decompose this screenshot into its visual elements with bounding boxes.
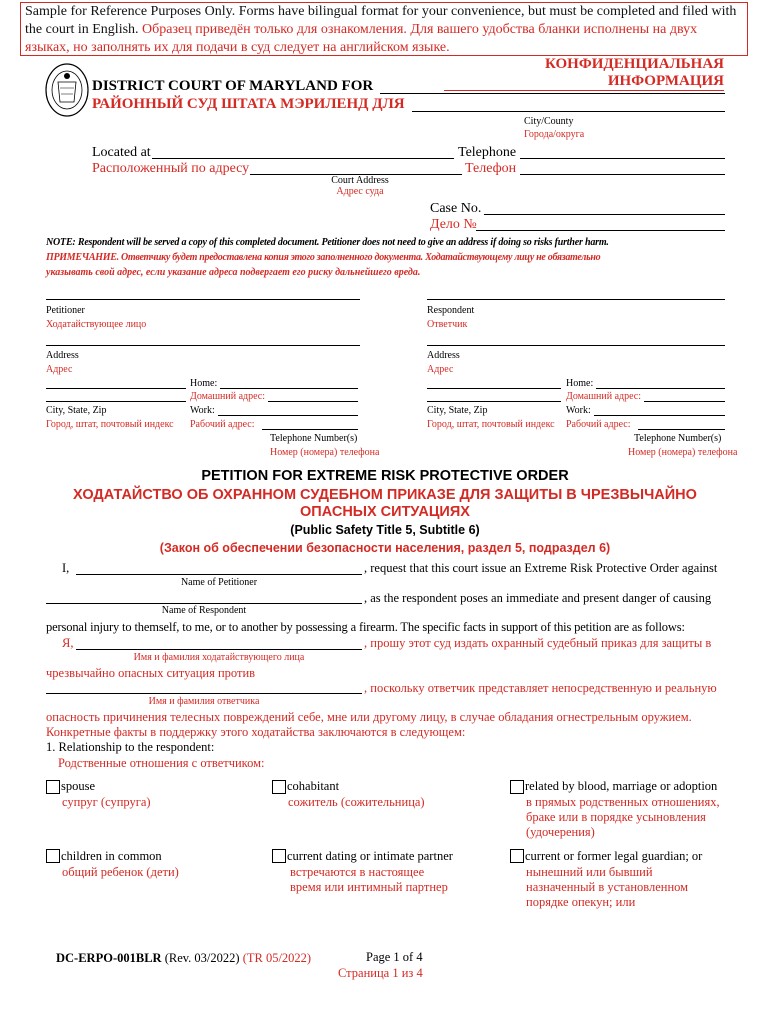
spouse-checkbox[interactable] xyxy=(46,780,60,794)
respondent-address-label-ru: Адрес xyxy=(427,364,454,375)
guardian-checkbox[interactable] xyxy=(510,849,524,863)
situation-text-ru: чрезвычайно опасных ситуация против xyxy=(46,666,256,680)
revision-date: (Rev. 03/2022) xyxy=(164,951,240,965)
cohabitant-checkbox[interactable] xyxy=(272,780,286,794)
cohabitant-label-ru: сожитель (сожительница) xyxy=(288,795,425,809)
respondent-address-label: Address xyxy=(427,350,460,361)
petitioner-address-label-ru: Адрес xyxy=(46,364,73,375)
cohabitant-label: cohabitant xyxy=(287,779,340,793)
respondent-csz-line-2 xyxy=(427,401,561,402)
city-county-label: City/County xyxy=(524,116,574,127)
court-seal-icon xyxy=(44,58,90,118)
form-title-en: PETITION FOR EXTREME RISK PROTECTIVE ORDER xyxy=(201,468,569,484)
i-label-en: I, xyxy=(62,561,70,575)
court-title-en: DISTRICT COURT OF MARYLAND FOR xyxy=(92,78,374,94)
city-county-line-ru xyxy=(412,111,725,112)
petitioner-label-ru: Ходатайствующее лицо xyxy=(46,319,147,330)
petitioner-address-label: Address xyxy=(46,350,79,361)
note-en: NOTE: Respondent will be served a copy of this completed document. Petitioner does not need to give an address if doing so risks further harm. xyxy=(46,237,609,248)
related-checkbox[interactable] xyxy=(510,780,524,794)
respondent-name-body-line-ru xyxy=(46,693,362,694)
case-no-field[interactable] xyxy=(484,214,725,215)
case-no-label-ru: Дело № xyxy=(430,217,477,232)
respondent-name-field[interactable] xyxy=(427,299,725,300)
petitioner-work-label-ru: Рабочий адрес: xyxy=(190,419,255,430)
dating-label-ru-2: время или интимный партнер xyxy=(290,880,448,894)
reference-banner xyxy=(20,2,748,56)
translation-date: (TR 05/2022) xyxy=(242,951,312,965)
dating-label: current dating or intimate partner xyxy=(287,849,453,863)
court-address-label: Court Address xyxy=(331,175,389,186)
respondent-csz-field[interactable] xyxy=(427,388,561,389)
relationship-heading-ru: Родственные отношения с ответчиком: xyxy=(58,756,265,770)
name-of-respondent-label-ru: Имя и фамилия ответчика xyxy=(148,696,260,707)
form-subtitle-ru: (Закон об обеспечении безопасности населения, раздел 5, подраздел 6) xyxy=(159,541,611,555)
children-label-ru: общий ребенок (дети) xyxy=(62,865,179,879)
petitioner-telephone-label-ru: Номер (номера) телефона xyxy=(270,447,380,458)
petitioner-label: Petitioner xyxy=(46,305,85,316)
court-title-ru: РАЙОННЫЙ СУД ШТАТА МЭРИЛЕНД ДЛЯ xyxy=(92,96,405,112)
petitioner-home-label-ru: Домашний адрес: xyxy=(190,391,266,402)
injury-text-ru-1: опасность причинения телесных повреждений себе, мне или другому лицу, в случае обладания огнестрельным оружием. xyxy=(46,710,692,724)
city-county-line[interactable] xyxy=(380,93,725,94)
telephone-label-ru: Телефон xyxy=(465,161,517,176)
telephone-label: Telephone xyxy=(458,145,517,160)
form-title-ru-2: ОПАСНЫХ СИТУАЦИЯХ xyxy=(300,504,470,520)
injury-text-en: personal injury to themself, to me, or to another by possessing a firearm. The specific facts in support of this petition are as follows: xyxy=(46,620,685,634)
related-label-ru-1: в прямых родственных отношениях, xyxy=(526,795,720,809)
form-subtitle-en: (Public Safety Title 5, Subtitle 6) xyxy=(290,523,480,537)
petitioner-work-line-ru xyxy=(262,429,358,430)
respondent-csz-label-ru: Город, штат, почтовый индекс xyxy=(427,419,555,430)
dating-label-ru-1: встречаются в настоящее xyxy=(290,865,425,879)
respondent-csz-label: City, State, Zip xyxy=(427,405,488,416)
respondent-work-label-ru: Рабочий адрес: xyxy=(566,419,631,430)
children-checkbox[interactable] xyxy=(46,849,60,863)
petitioner-home-label: Home: xyxy=(190,378,218,389)
respondent-address-field[interactable] xyxy=(427,345,725,346)
request-text-en: , request that this court issue an Extreme Risk Protective Order against xyxy=(364,561,718,575)
petitioner-address-field[interactable] xyxy=(46,345,360,346)
petitioner-csz-line-2 xyxy=(46,401,186,402)
guardian-label: current or former legal guardian; or xyxy=(525,849,703,863)
respondent-name-body-field[interactable] xyxy=(46,603,362,604)
injury-text-ru-2: Конкретные факты в поддержку этого ходатайства заключаются в следующем: xyxy=(46,725,466,739)
related-label-ru-2: браке или в порядке усыновления xyxy=(526,810,706,824)
confidential-label: КОНФИДЕНЦИАЛЬНАЯ ИНФОРМАЦИЯ xyxy=(444,56,724,91)
respondent-work-line-ru xyxy=(638,429,725,430)
court-telephone-line-ru xyxy=(520,174,725,175)
respondent-home-line-ru xyxy=(644,401,725,402)
form-title-ru-1: ХОДАТАЙСТВО ОБ ОХРАННОМ СУДЕБНОМ ПРИКАЗЕ ДЛЯ ЗАЩИТЫ В ЧРЕЗВЫЧАЙНО xyxy=(73,487,697,503)
court-address-line[interactable] xyxy=(152,158,454,159)
petitioner-csz-label: City, State, Zip xyxy=(46,405,107,416)
court-address-label-ru: Адрес суда xyxy=(336,186,384,197)
banner-english: Sample for Reference Purposes Only. Forms have bilingual format for your convenience, but must be completed and filed with the court in English. xyxy=(25,4,737,37)
form-number: DC-ERPO-001BLR xyxy=(56,951,162,965)
i-label-ru: Я, xyxy=(62,636,74,650)
banner-russian: Образец приведён только для ознакомления. Для вашего удобства бланки исполнены на двух языках, но заполнять их для подачи в суд следует на английском языке. xyxy=(25,22,698,55)
guardian-label-ru-2: назначенный в установленном xyxy=(526,880,689,894)
danger-text-ru: , поскольку ответчик представляет непосредственную и реальную xyxy=(364,681,717,695)
note-ru-2: указывать свой адрес, если указание адреса подвергает его риску дальнейшего вреда. xyxy=(46,267,421,278)
respondent-telephone-label: Telephone Number(s) xyxy=(634,433,722,444)
related-label: related by blood, marriage or adoption xyxy=(525,779,718,793)
case-no-label: Case No. xyxy=(430,201,482,216)
respondent-work-phone-field[interactable] xyxy=(594,415,725,416)
located-label: Located at xyxy=(92,145,151,160)
relationship-heading: 1. Relationship to the respondent: xyxy=(46,740,215,754)
respondent-home-phone-field[interactable] xyxy=(596,388,725,389)
respondent-label-ru: Ответчик xyxy=(427,319,468,330)
court-telephone-line[interactable] xyxy=(520,158,725,159)
located-label-ru: Расположенный по адресу xyxy=(92,161,250,176)
petitioner-telephone-label: Telephone Number(s) xyxy=(270,433,358,444)
petitioner-home-line-ru xyxy=(268,401,358,402)
name-of-petitioner-label-ru: Имя и фамилия ходатайствующего лица xyxy=(133,652,305,663)
petitioner-csz-field[interactable] xyxy=(46,388,186,389)
respondent-label: Respondent xyxy=(427,305,475,316)
spouse-label: spouse xyxy=(61,779,96,793)
respondent-work-label: Work: xyxy=(566,405,591,416)
guardian-label-ru-3: порядке опекун; или xyxy=(526,895,636,909)
guardian-label-ru-1: нынешний или бывший xyxy=(526,865,653,879)
danger-text-en: , as the respondent poses an immediate and present danger of causing xyxy=(364,591,712,605)
respondent-home-label-ru: Домашний адрес: xyxy=(566,391,642,402)
respondent-telephone-label-ru: Номер (номера) телефона xyxy=(628,447,738,458)
request-text-ru: , прошу этот суд издать охранный судебный приказ для защиты в xyxy=(364,636,712,650)
petitioner-name-body-field[interactable] xyxy=(76,574,362,575)
petitioner-work-phone-field[interactable] xyxy=(218,415,358,416)
petitioner-csz-label-ru: Город, штат, почтовый индекс xyxy=(46,419,174,430)
dating-checkbox[interactable] xyxy=(272,849,286,863)
petitioner-name-body-line-ru xyxy=(76,649,362,650)
respondent-home-label: Home: xyxy=(566,378,594,389)
page-number: Page 1 of 4 xyxy=(366,950,423,964)
related-label-ru-3: (удочерения) xyxy=(526,825,595,839)
note-ru-1: ПРИМЕЧАНИЕ. Ответчику будет предоставлена копия этого заполненного документа. Ходатайствующему лицу не обязательно xyxy=(46,252,601,263)
page-number-ru: Страница 1 из 4 xyxy=(338,966,423,980)
spouse-label-ru: супруг (супруга) xyxy=(62,795,151,809)
case-no-line-ru xyxy=(476,230,725,231)
form-number-footer xyxy=(56,951,311,966)
name-of-petitioner-label: Name of Petitioner xyxy=(180,577,258,588)
petitioner-name-field[interactable] xyxy=(46,299,360,300)
petitioner-home-phone-field[interactable] xyxy=(220,388,358,389)
petitioner-work-label: Work: xyxy=(190,405,215,416)
city-county-label-ru: Города/округа xyxy=(524,129,585,140)
children-label: children in common xyxy=(61,849,162,863)
name-of-respondent-label: Name of Respondent xyxy=(161,605,247,616)
